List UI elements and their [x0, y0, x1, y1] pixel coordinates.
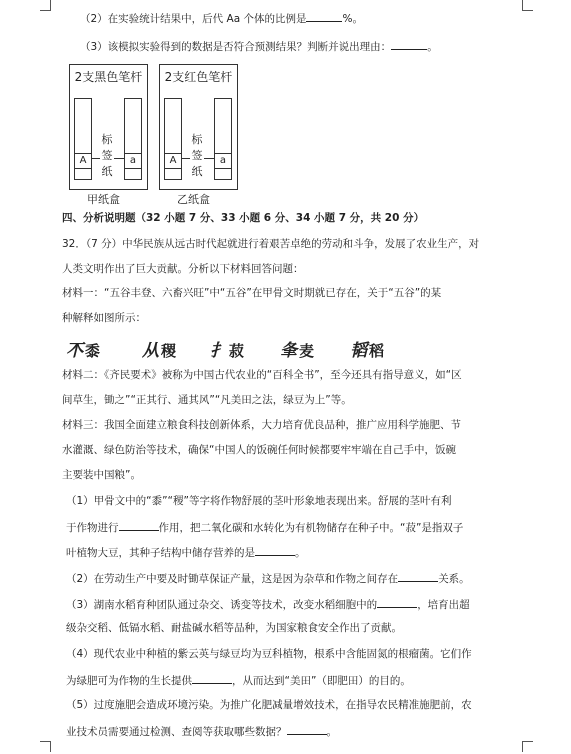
- question-3: （3）该模拟实验得到的数据是否符合预测结果？判断并说出理由： 。: [80, 38, 438, 54]
- connector-line: [91, 158, 100, 159]
- caption-jia: 甲纸盒: [87, 193, 120, 206]
- grain-pair-3: 扌菽: [210, 341, 247, 361]
- box-jia-title: 2支黑色笔杆: [74, 70, 143, 84]
- corner-mark-top-right: [522, 0, 533, 11]
- answer-blank[interactable]: [119, 519, 159, 531]
- material-1-line2: 种解释如图所示：: [62, 312, 146, 324]
- question-2: （2）在实验统计结果中，后代 Aa 个体的比例是 %。: [80, 10, 363, 26]
- q32-intro-line1: 32．（7 分）中华民族从远古时代起就进行着艰苦卓绝的劳动和斗争，发展了农业生产，对: [62, 238, 480, 250]
- grain-pair-2: 从稷: [142, 341, 179, 361]
- grain-pair-1: 𣎴黍: [66, 341, 103, 361]
- material-1-line1: 材料一：“五谷丰登、六畜兴旺”中“五谷”在甲骨文时期就已存在，关于“五谷”的某: [62, 287, 442, 299]
- section-heading: 四、分析说明题（32 小题 7 分、33 小题 6 分、34 小题 7 分，共 20 分）: [62, 212, 425, 224]
- connector-line: [181, 158, 190, 159]
- material-3-line3: 主要装中国粮”。: [62, 469, 141, 481]
- sub-question-3-line1: （3）湖南水稻育种团队通过杂交、诱变等技术，改变水稻细胞中的 ，培育出超: [66, 596, 470, 612]
- material-2-line2: 间草生，锄之”“正其行、通其风”“凡美田之法，绿豆为上”等。: [62, 394, 352, 406]
- sub-question-1-line1: （1）甲骨文中的“黍”“稷”等字将作物舒展的茎叶形象地表现出来。舒展的茎叶有利: [66, 495, 452, 507]
- connector-line: [204, 158, 214, 159]
- corner-mark-bottom-left: [40, 741, 51, 752]
- sub-question-2: （2）在劳动生产中要及时锄草保证产量，这是因为杂草和作物之间存在 关系。: [66, 570, 470, 586]
- answer-blank[interactable]: [192, 672, 232, 684]
- pen-tube-left-a: A: [74, 98, 92, 180]
- grain-pair-4: 夆麦: [280, 341, 317, 361]
- material-3-line2: 水灌溉、绿色防治等技术，确保“中国人的饭碗任何时候都要牢牢端在自己手中，饭碗: [62, 444, 456, 456]
- sub-question-1-line2: 于作物进行 作用，把二氧化碳和水转化为有机物储存在种子中。“菽”是指双子: [66, 519, 463, 535]
- pen-tube-right-b: a: [214, 98, 232, 180]
- sub-question-4-line2: 为绿肥可为作物的生长提供 ，从而达到“美田”（即肥田）的目的。: [66, 672, 411, 688]
- answer-blank[interactable]: [398, 570, 438, 582]
- box-yi-title: 2支红色笔杆: [164, 70, 233, 84]
- answer-blank[interactable]: [391, 38, 427, 50]
- sub-question-4-line1: （4）现代农业中种植的紫云英与绿豆均为豆科植物，根系中含能固氮的根瘤菌。它们作: [66, 648, 472, 660]
- label-paper-jia: 标 签 纸: [101, 133, 113, 178]
- q32-intro-line2: 人类文明作出了巨大贡献。分析以下材料回答问题：: [62, 263, 304, 275]
- material-3-line1: 材料三：我国全面建立粮食科技创新体系，大力培育优良品种，推广应用科学施肥、节: [62, 419, 461, 431]
- caption-yi: 乙纸盒: [177, 193, 210, 206]
- answer-blank[interactable]: [287, 723, 327, 735]
- sub-question-1-line3: 叶植物大豆，其种子结构中储存营养的是 。: [66, 544, 306, 560]
- corner-mark-top-left: [40, 0, 51, 11]
- grain-pair-5: 韬稻: [350, 341, 387, 361]
- connector-line: [114, 158, 124, 159]
- pen-tube-left-b: A: [164, 98, 182, 180]
- sub-question-5-line1: （5）过度施肥会造成环境污染。为推广化肥减量增效技术，在指导农民精准施肥前，农: [66, 699, 472, 711]
- answer-blank[interactable]: [255, 544, 295, 556]
- pen-tube-right-a: a: [124, 98, 142, 180]
- answer-blank[interactable]: [306, 10, 342, 22]
- label-paper-yi: 标 签 纸: [191, 133, 203, 178]
- corner-mark-bottom-right: [522, 741, 533, 752]
- material-2-line1: 材料二：《齐民要术》被称为中国古代农业的“百科全书”，至今还具有指导意义，如“区: [62, 369, 462, 381]
- sub-question-5-line2: 业技术员需要通过检测、查阅等获取哪些数据？ 。: [66, 723, 337, 739]
- sub-question-3-line2: 级杂交稻、低镉水稻、耐盐碱水稻等品种，为国家粮食安全作出了贡献。: [66, 622, 402, 634]
- answer-blank[interactable]: [377, 596, 417, 608]
